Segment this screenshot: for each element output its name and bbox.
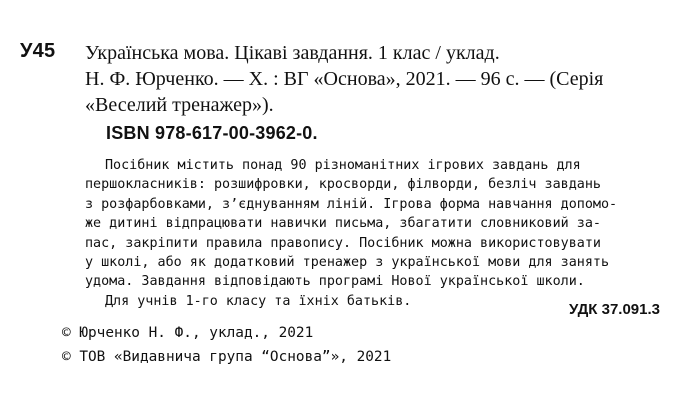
annotation-line: пас, закріпити правила правопису. Посібник можна використовувати bbox=[85, 235, 601, 251]
annotation-line: же дитині відпрацювати навички письма, збагатити словниковий за- bbox=[85, 216, 601, 232]
annotation-line: першокласників: розшифровки, кросворди, філворди, безліч завдань bbox=[85, 177, 601, 193]
classification-index: У45 bbox=[20, 40, 56, 62]
bibliographic-description bbox=[85, 40, 671, 118]
biblio-line: Українська мова. Цікаві завдання. 1 клас / уклад. bbox=[85, 42, 500, 64]
target-audience: Для учнів 1-го класу та їхніх батьків. bbox=[105, 293, 412, 309]
annotation-line: удома. Завдання відповідають програмі Нової української школи. bbox=[85, 274, 585, 290]
annotation-line: Посібник містить понад 90 різноманітних ігрових завдань для bbox=[105, 158, 581, 173]
annotation-line: з розфарбовками, з’єднуванням ліній. Ігрова форма навчання допомо- bbox=[85, 196, 618, 212]
annotation-line: у школі, або як додатковий тренажер з української мови для занять bbox=[85, 255, 610, 271]
biblio-line: «Веселий тренажер»). bbox=[85, 94, 274, 116]
copyright-publisher: © ТОВ «Видавнича група “Основа”», 2021 bbox=[62, 349, 392, 365]
biblio-line: Н. Ф. Юрченко. — Х. : ВГ «Основа», 2021. — 96 с. — (Серія bbox=[85, 68, 604, 90]
udc-code: УДК 37.091.3 bbox=[569, 301, 660, 318]
isbn-number: ISBN 978-617-00-3962-0. bbox=[106, 123, 318, 143]
annotation bbox=[85, 156, 645, 311]
copyright-compiler: © Юрченко Н. Ф., уклад., 2021 bbox=[62, 325, 314, 341]
